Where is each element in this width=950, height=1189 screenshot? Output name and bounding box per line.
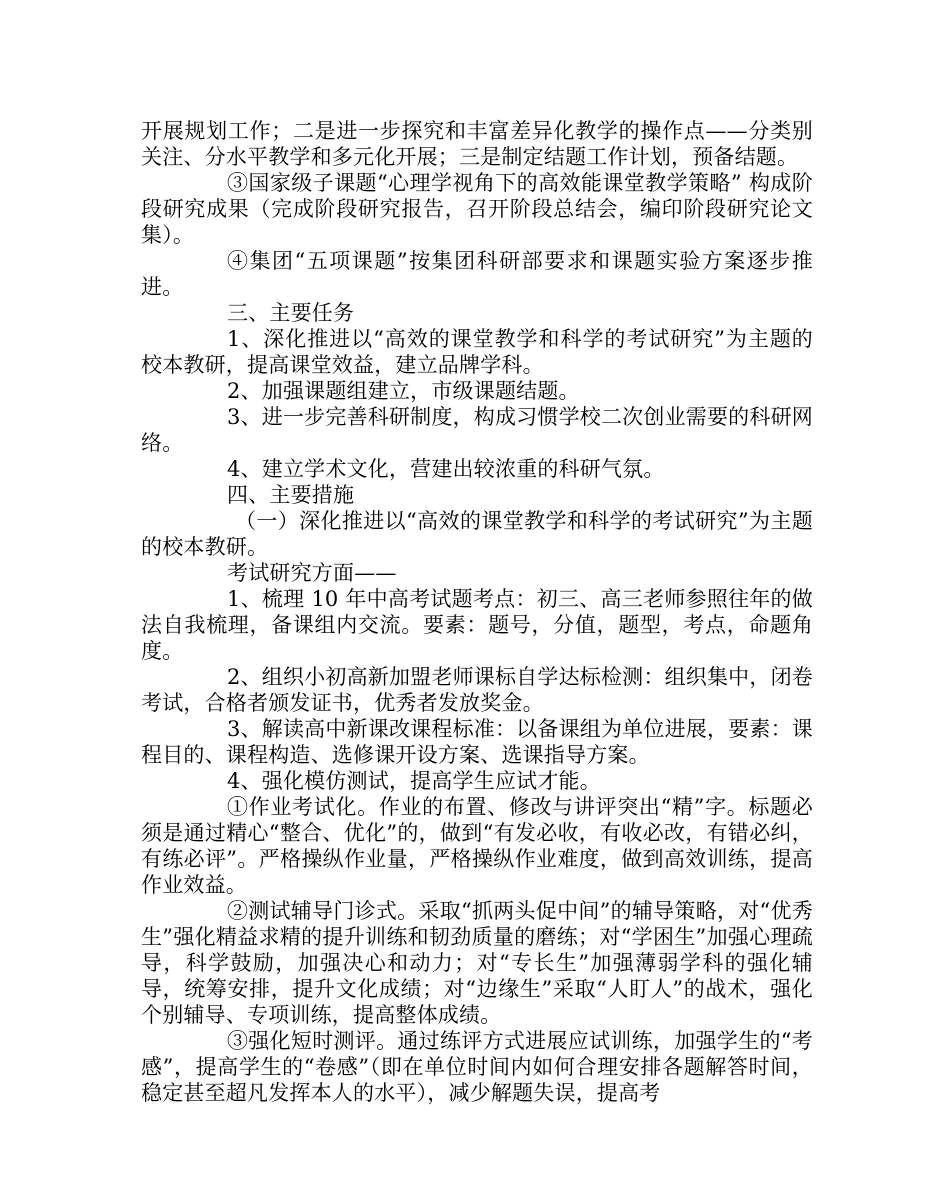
exam-item-4: 4、强化模仿测试，提高学生应试才能。 <box>227 769 601 793</box>
exam-subitem-tutoring: ②测试辅导门诊式。采取“抓两头促中间”的辅导策略，对“优秀生”强化精益求精的提升训练和韧劲质量的磨练；对“学困生”加强心理疏导，科学鼓励，加强决心和动力；对“专长生”加强薄弱学科的强化辅导，统筹安排，提升文化成绩；对“边缘生”采取“人盯人”的战术，强化个别辅导、专项训练，提高整体成绩。 <box>141 899 813 1027</box>
exam-item-2: 2、组织小初高新加盟老师课标自学达标检测：组织集中，闭卷考试，合格者颁发证书，优秀者发放奖金。 <box>141 665 813 715</box>
paragraph-national-subtopic: ③国家级子课题“心理学视角下的高效能课堂教学策略” 构成阶段研究成果（完成阶段研究报告，召开阶段总结会，编印阶段研究论文集）。 <box>141 171 813 247</box>
exam-subitem-short-tests: ③强化短时测评。通过练评方式进展应试训练，加强学生的“考感”，提高学生的“卷感”（即在单位时间内如何合理安排各题解答时间，稳定甚至超凡发挥本人的水平），减少解题失误，提高考 <box>141 1029 813 1105</box>
paragraph-group-five-topics: ④集团“五项课题”按集团科研部要求和课题实验方案逐步推进。 <box>141 249 813 299</box>
section-heading-main-measures: 四、主要措施 <box>227 483 355 507</box>
measure-subheading-1: （一）深化推进以“高效的课堂教学和科学的考试研究”为主题的校本教研。 <box>141 509 813 559</box>
task-item-2: 2、加强课题组建立，市级课题结题。 <box>227 379 580 403</box>
paragraph-continuation: 开展规划工作；二是进一步探究和丰富差异化教学的操作点——分类别关注、分水平教学和多元化开展；三是制定结题工作计划，预备结题。 <box>141 119 813 169</box>
exam-research-heading: 考试研究方面—— <box>227 561 397 585</box>
task-item-3: 3、进一步完善科研制度，构成习惯学校二次创业需要的科研网络。 <box>141 405 813 455</box>
task-item-1: 1、深化推进以“高效的课堂教学和科学的考试研究”为主题的校本教研，提高课堂效益，建立品牌学科。 <box>141 327 813 377</box>
exam-subitem-homework: ①作业考试化。作业的布置、修改与讲评突出“精”字。标题必须是通过精心“整合、优化”的，做到“有发必收，有收必改，有错必纠，有练必评”。严格操纵作业量，严格操纵作业难度，做到高效训练，提高作业效益。 <box>141 795 813 897</box>
document-body <box>141 118 813 1106</box>
section-heading-main-tasks: 三、主要任务 <box>227 301 355 325</box>
exam-item-3: 3、解读高中新课改课程标准：以备课组为单位进展，要素：课程目的、课程构造、选修课开设方案、选课指导方案。 <box>141 717 813 767</box>
task-item-4: 4、建立学术文化，营建出较浓重的科研气氛。 <box>227 457 665 481</box>
exam-item-1: 1、梳理 10 年中高考试题考点：初三、高三老师参照往年的做法自我梳理，备课组内交流。要素：题号，分值，题型，考点，命题角度。 <box>141 587 813 663</box>
